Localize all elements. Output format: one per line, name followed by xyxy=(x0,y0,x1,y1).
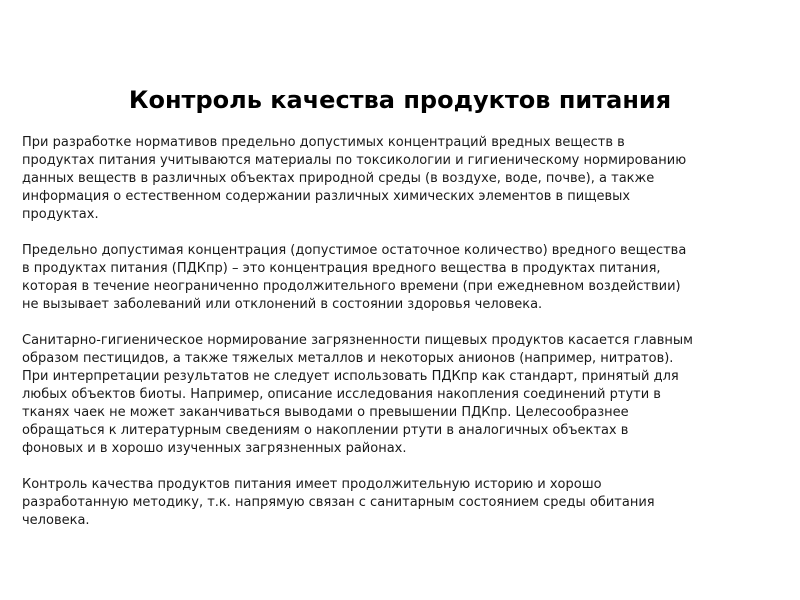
slide-title: Контроль качества продуктов питания xyxy=(128,86,672,114)
text-line: в продуктах питания (ПДКпр) – это концентрация вредного вещества в продуктах питания, xyxy=(22,261,661,276)
text-line: фоновых и в хорошо изученных загрязненных районах. xyxy=(22,441,407,456)
text-line: данных веществ в различных объектах природной среды (в воздухе, воде, почве), а также xyxy=(22,171,655,186)
text-line: информация о естественном содержании различных химических элементов в пищевых xyxy=(22,189,631,204)
text-line: разработанную методику, т.к. напрямую связан с санитарным состоянием среды обитания xyxy=(22,495,655,510)
text-line: любых объектов биоты. Например, описание исследования накопления соединений ртути в xyxy=(22,387,661,402)
text-line: обращаться к литературным сведениям о накоплении ртути в аналогичных объектах в xyxy=(22,423,629,438)
paragraph-2 xyxy=(22,242,800,314)
text-line: Контроль качества продуктов питания имеет продолжительную историю и хорошо xyxy=(22,477,602,492)
paragraph-4 xyxy=(22,476,800,530)
text-line: При интерпретации результатов не следует использовать ПДКпр как стандарт, принятый для xyxy=(22,369,679,384)
paragraph-3 xyxy=(22,332,800,458)
slide-body xyxy=(22,134,800,548)
text-line: продуктах. xyxy=(22,207,99,222)
text-line: При разработке нормативов предельно допустимых концентраций вредных веществ в xyxy=(22,135,625,150)
text-line: не вызывает заболеваний или отклонений в состоянии здоровья человека. xyxy=(22,297,543,312)
text-line: Предельно допустимая концентрация (допустимое остаточное количество) вредного вещества xyxy=(22,243,687,258)
text-line: человека. xyxy=(22,513,90,528)
paragraph-1 xyxy=(22,134,800,224)
text-line: тканях чаек не может заканчиваться выводами о превышении ПДКпр. Целесообразнее xyxy=(22,405,629,420)
text-line: продуктах питания учитываются материалы по токсикологии и гигиеническому нормированию xyxy=(22,153,687,168)
text-line: образом пестицидов, а также тяжелых металлов и некоторых анионов (например, нитратов). xyxy=(22,351,674,366)
text-line: Санитарно-гигиеническое нормирование загрязненности пищевых продуктов касается главным xyxy=(22,333,693,348)
text-line: которая в течение неограниченно продолжительного времени (при ежедневном воздействии) xyxy=(22,279,681,294)
